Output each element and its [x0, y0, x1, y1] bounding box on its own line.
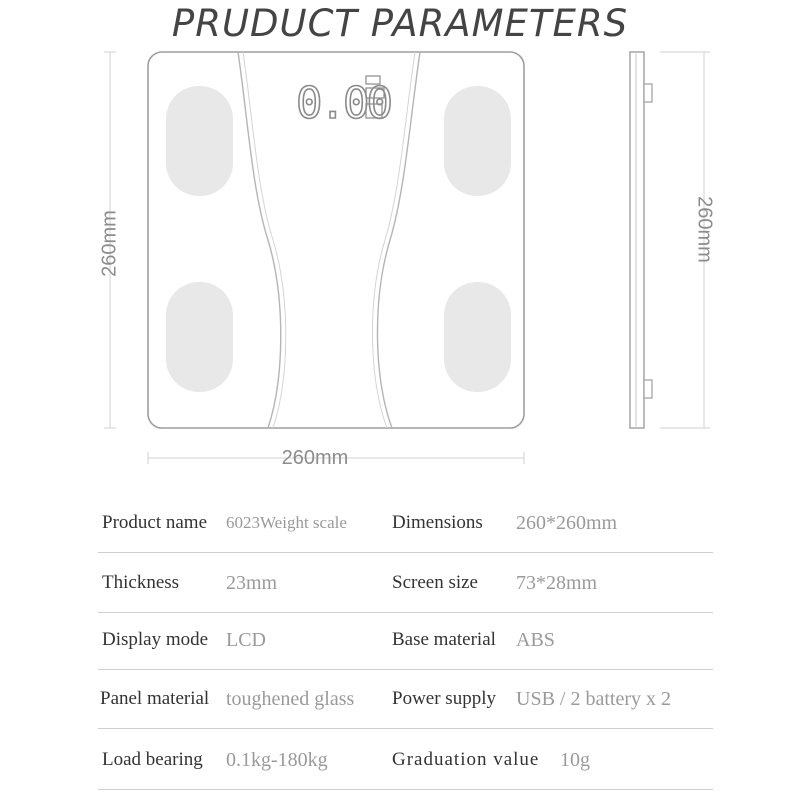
electrode-pad-top-right — [444, 86, 511, 196]
dimension-left-label: 260mm — [98, 210, 121, 277]
side-foot-top — [644, 84, 652, 102]
spec-label: Load bearing — [102, 749, 203, 770]
side-foot-bottom — [644, 380, 652, 398]
spec-label: Display mode — [102, 629, 209, 650]
spec-label: Base material — [392, 629, 496, 650]
spec-row — [98, 670, 713, 729]
electrode-pad-bottom-right — [444, 282, 511, 392]
spec-value: 260*260mm — [516, 512, 618, 534]
page-title: PRUDUCT PARAMETERS — [171, 2, 629, 45]
spec-row — [98, 554, 713, 613]
spec-label: Power supply — [392, 688, 496, 709]
spec-row — [98, 494, 713, 553]
dimension-bottom-label: 260mm — [281, 447, 349, 469]
lcd-reading: 0.00 — [296, 78, 390, 129]
spec-row — [98, 731, 713, 790]
spec-value: toughened glass — [226, 688, 355, 710]
spec-value: 23mm — [226, 572, 278, 594]
spec-value: 0.1kg-180kg — [226, 749, 328, 771]
dimension-right-label: 260mm — [693, 196, 716, 263]
spec-value: USB / 2 battery x 2 — [516, 688, 671, 710]
scale-side-view — [630, 52, 644, 428]
electrode-pad-top-left — [166, 86, 233, 196]
spec-value: 73*28mm — [516, 572, 598, 594]
spec-label: Thickness — [102, 572, 180, 593]
electrode-pad-bottom-left — [166, 282, 233, 392]
spec-value: 6023Weight scale — [226, 513, 347, 532]
spec-label: Dimensions — [392, 512, 483, 533]
spec-value: 10g — [560, 749, 590, 771]
spec-row — [98, 611, 713, 670]
spec-value: LCD — [226, 629, 266, 651]
spec-label: Panel material — [100, 688, 210, 709]
spec-label: Graduation value — [392, 749, 540, 770]
spec-value: ABS — [516, 629, 555, 651]
spec-label: Product name — [102, 512, 208, 533]
spec-label: Screen size — [392, 572, 478, 593]
